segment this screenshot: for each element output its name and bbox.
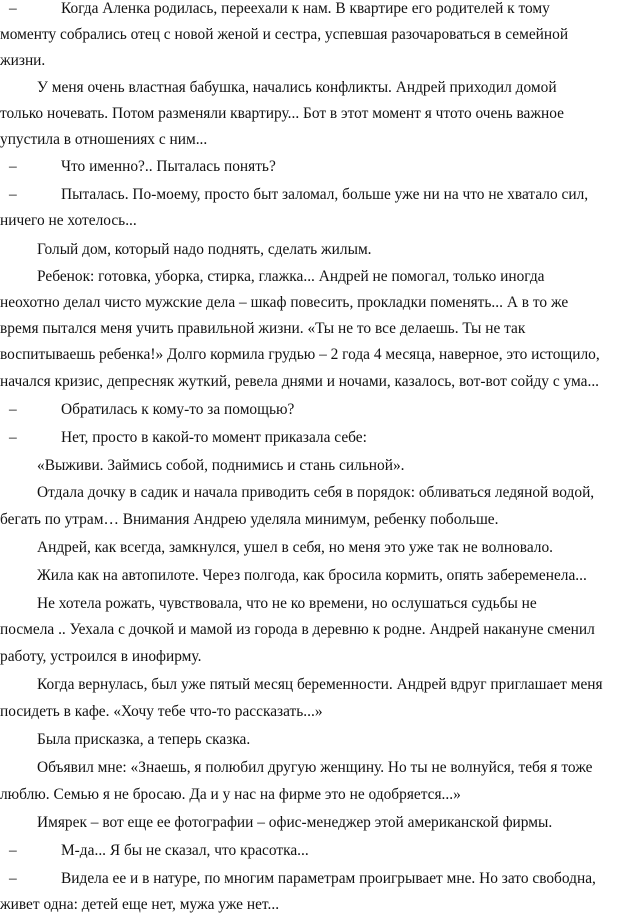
text-line: Голый дом, который надо поднять, сделать жилым. (37, 241, 372, 258)
text-line: моменту собрались отец с новой женой и сестра, успевшая разочароваться в семейной (0, 26, 569, 43)
text-line: люблю. Семью я не бросаю. Да и у нас на фирме это не одобряется...» (0, 786, 461, 803)
text-line: Что именно?.. Пыталась понять? (61, 158, 276, 175)
text-line: Пыталась. По-моему, просто быт заломал, больше уже ни на что не хватало сил, (61, 186, 589, 203)
text-line: только ночевать. Потом разменяли квартиру... Бот в этот момент я чтото очень важное (0, 105, 564, 122)
text-line: посидеть в кафе. «Хочу тебе что-то рассказать...» (0, 703, 323, 720)
text-line: Жила как на автопилоте. Через полгода, как бросила кормить, опять забеременела... (37, 567, 587, 584)
text-line: Нет, просто в какой-то момент приказала себе: (61, 429, 367, 446)
dialogue-dash: – (9, 870, 17, 887)
text-line: работу, устроился в инофирму. (0, 648, 202, 665)
text-line: Когда Аленка родилась, переехали к нам. В квартире его родителей к тому (61, 0, 550, 17)
text-line: начался кризис, депресняк жуткий, ревела днями и ночами, казалось, вот-вот сойду с ума... (0, 373, 600, 390)
text-line: бегать по утрам… Внимания Андрею уделяла минимум, ребенку побольше. (0, 511, 499, 528)
dialogue-dash: – (9, 0, 17, 17)
text-line: Когда вернулась, был уже пятый месяц беременности. Андрей вдруг приглашает меня (37, 676, 603, 693)
text-line: посмела .. Уехала с дочкой и мамой из города в деревню к родне. Андрей накануне сменил (0, 621, 595, 638)
text-line: живет одна: детей еще нет, мужа уже нет... (0, 896, 280, 913)
text-line: Не хотела рожать, чувствовала, что не ко времени, но ослушаться судьбы не (37, 595, 537, 612)
text-line: воспитываешь ребенка!» Долго кормила грудью – 2 года 4 месяца, наверное, это истощило, (0, 346, 600, 363)
text-line: Андрей, как всегда, замкнулся, ушел в себя, но меня это уже так не волновало. (37, 539, 554, 556)
text-line: ничего не хотелось... (0, 212, 137, 229)
dialogue-dash: – (9, 401, 17, 418)
text-line: М-да... Я бы не сказал, что красотка... (61, 842, 309, 859)
text-line: время пытался меня учить правильной жизни. «Ты не то все делаешь. Ты не так (0, 320, 526, 337)
text-line: Имярек – вот еще ее фотографии – офис-менеджер этой американской фирмы. (37, 814, 553, 831)
text-line: Видела ее и в натуре, по многим параметрам проигрывает мне. Но зато свободна, (61, 870, 596, 887)
dialogue-dash: – (9, 186, 17, 203)
text-line: Объявил мне: «Знаешь, я полюбил другую женщину. Но ты не волнуйся, тебя я тоже (37, 759, 593, 776)
text-line: Ребенок: готовка, уборка, стирка, глажка... Андрей не помогал, только иногда (37, 268, 545, 285)
dialogue-dash: – (9, 429, 17, 446)
text-line: жизни. (0, 52, 46, 69)
text-line: упустила в отношениях с ним... (0, 131, 208, 148)
text-line: неохотно делал чисто мужские дела – шкаф повесить, прокладки поменять... А в то же (0, 294, 569, 311)
text-line: Была присказка, а теперь сказка. (37, 731, 251, 748)
text-line: У меня очень властная бабушка, начались конфликты. Андрей приходил домой (37, 79, 557, 96)
text-line: «Выживи. Займись собой, поднимись и стань сильной». (37, 457, 405, 474)
dialogue-dash: – (9, 842, 17, 859)
text-line: Обратилась к кому-то за помощью? (61, 401, 295, 418)
dialogue-dash: – (9, 158, 17, 175)
text-line: Отдала дочку в садик и начала приводить себя в порядок: обливаться ледяной водой, (37, 484, 595, 501)
